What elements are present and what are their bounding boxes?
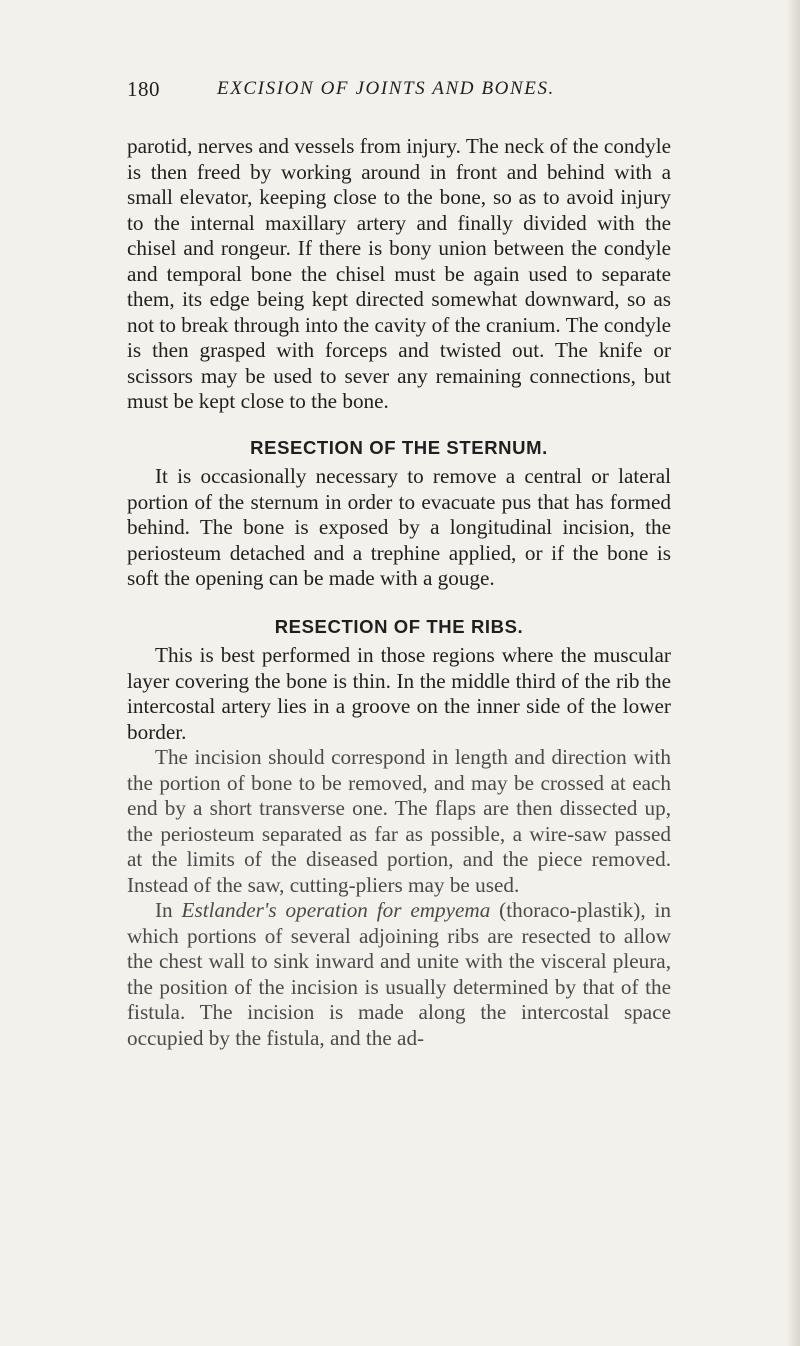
running-title: EXCISION OF JOINTS AND BONES.	[217, 78, 555, 99]
paragraph-ribs-intro: This is best performed in those regions where the muscular layer covering the bone is thin. In the middle third of the rib the intercostal artery lies in a groove on the inner side of the lower border.	[127, 643, 671, 744]
paragraph-ribs-incision: The incision should correspond in length and direction with the portion of bone to be removed, and may be crossed at each end by a short transverse one. The flaps are then dissected up, the periosteum separated as far as possible, a wire-saw passed at the limits of the diseased portion, and the piece removed. Instead of the saw, cutting-pliers may be used.	[127, 745, 671, 897]
paragraph-sternum: It is occasionally necessary to remove a central or lateral portion of the sternum in order to evacuate pus that has formed behind. The bone is exposed by a longitudinal incision, the periosteum detached and a trephine applied, or if the bone is soft the opening can be made with a gouge.	[127, 464, 671, 590]
estlander-description: (thoraco-plastik), in which portions of several adjoining ribs are resected to allow the chest wall to sink inward and unite with the visceral pleura, the position of the incision is usually determined by that of the fistula. The incision is made along the intercostal space occupied by the fistula, and the ad-	[127, 898, 671, 1050]
paragraph-condyle: parotid, nerves and vessels from injury. The neck of the condyle is then freed by working around in front and behind with a small elevator, keeping close to the bone, so as to avoid injury to the internal maxillary artery and finally divided with the chisel and rongeur. If there is bony union between the condyle and temporal bone the chisel must be again used to separate them, its edge being kept directed somewhat downward, so as not to break through into the cavity of the cranium. The condyle is then grasped with forceps and twisted out. The knife or scissors may be used to sever any remaining connections, but must be kept close to the bone.	[127, 134, 671, 413]
heading-resection-sternum: RESECTION OF THE STERNUM.	[250, 436, 548, 458]
page-number: 180	[127, 77, 160, 101]
paragraph-estlander	[127, 898, 671, 1051]
running-head	[127, 77, 667, 107]
heading-resection-ribs: RESECTION OF THE RIBS.	[274, 615, 524, 637]
estlander-operation-name: Estlander's operation for empyema	[181, 898, 491, 922]
page-edge-shadow	[786, 0, 800, 1346]
body-text	[127, 134, 671, 1051]
estlander-lead: In	[155, 898, 182, 922]
